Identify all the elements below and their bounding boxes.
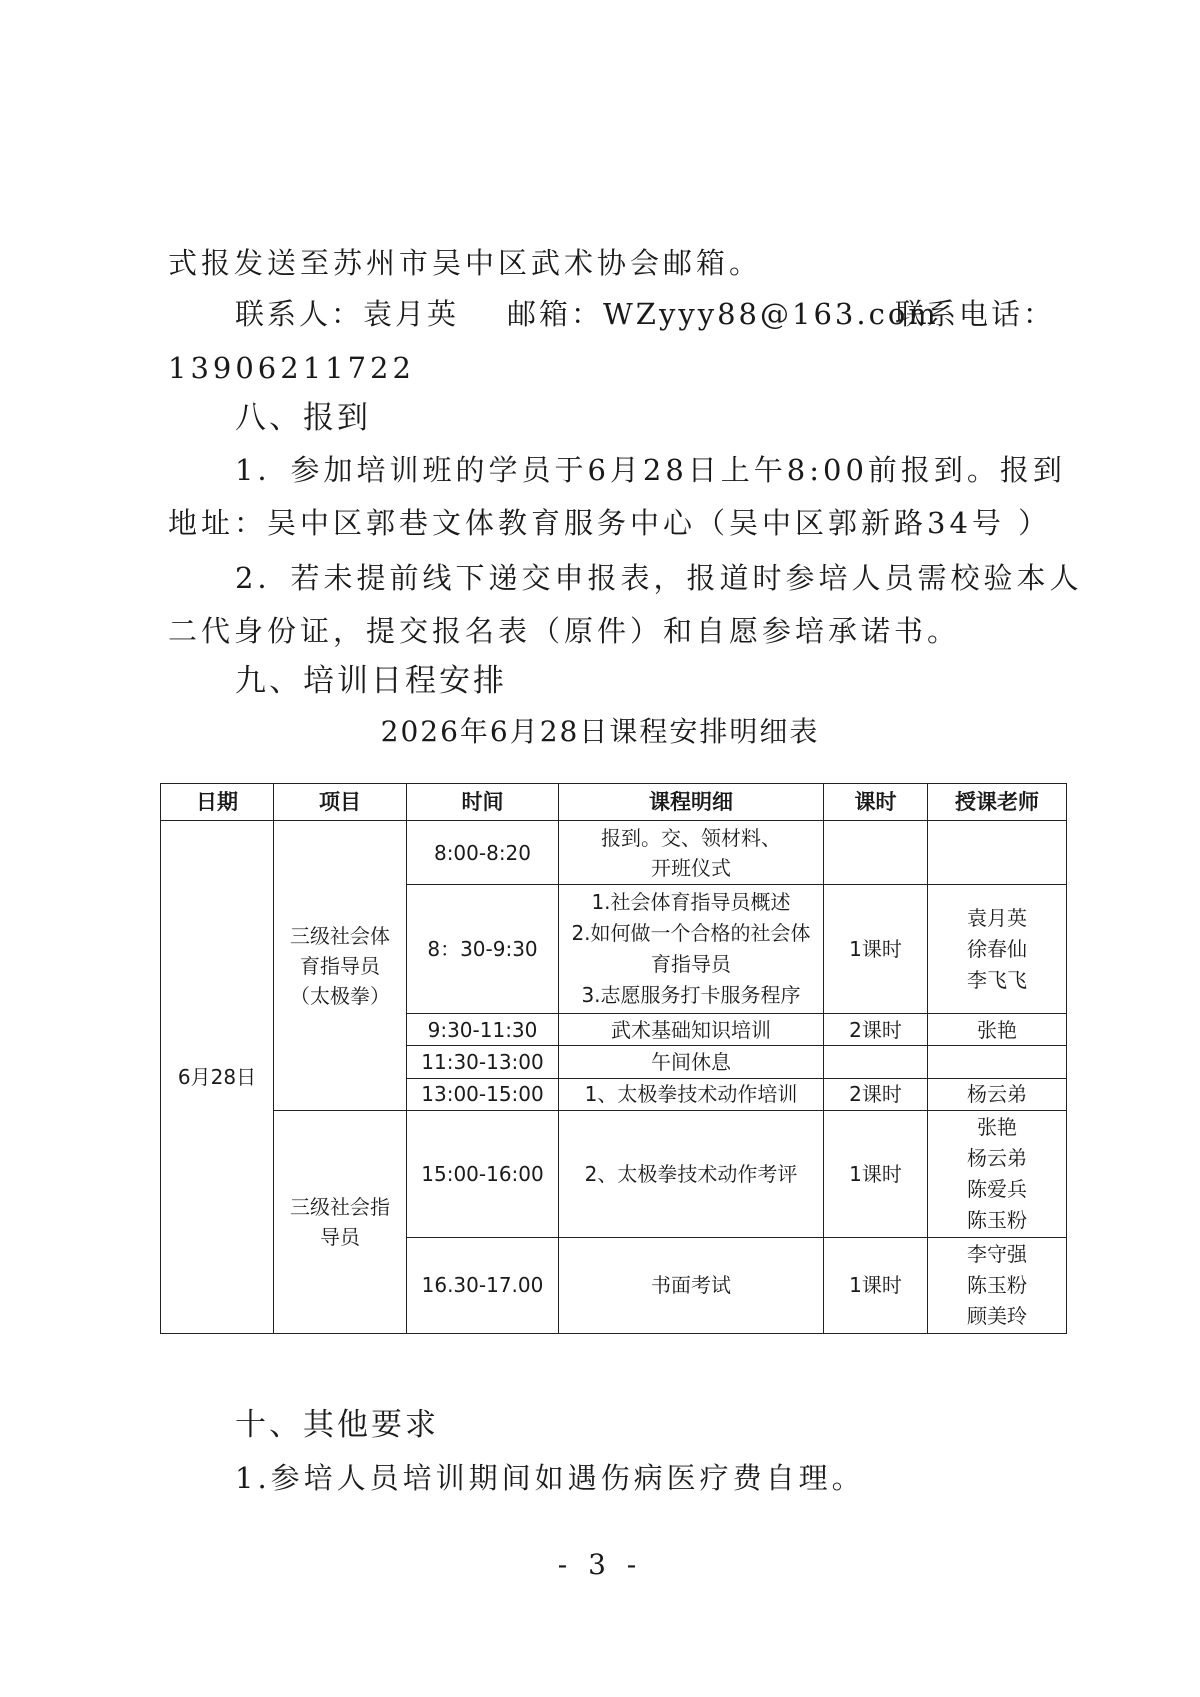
teacher-name: 张艳 bbox=[977, 1114, 1017, 1139]
teacher-name: 徐春仙 bbox=[967, 936, 1027, 961]
teacher-cell bbox=[928, 1237, 1067, 1333]
header-cell: 日期 bbox=[161, 784, 274, 821]
hours-cell: 2课时 bbox=[824, 1078, 928, 1110]
course-cell bbox=[559, 885, 824, 1014]
contact-person: 联系人：袁月英 bbox=[235, 297, 460, 331]
table-header-row bbox=[161, 784, 1067, 821]
section-heading-8: 八、报到 bbox=[235, 400, 371, 436]
course-cell: 1、太极拳技术动作培训 bbox=[559, 1078, 824, 1110]
time-cell: 8：30-9:30 bbox=[407, 885, 559, 1014]
project-cell: 三级社会体育指导员（太极拳） bbox=[274, 821, 407, 1111]
contact-line bbox=[235, 292, 1065, 332]
time-cell: 15:00-16:00 bbox=[407, 1111, 559, 1238]
header-cell: 项目 bbox=[274, 784, 407, 821]
contact-phone-label: 联系电话： bbox=[895, 297, 1056, 331]
teacher-name: 李飞飞 bbox=[967, 967, 1027, 992]
teacher-name: 杨云弟 bbox=[967, 1145, 1027, 1170]
section-heading-9: 九、培训日程安排 bbox=[235, 663, 507, 699]
hours-cell: 1课时 bbox=[824, 1111, 928, 1238]
teacher-cell: 杨云弟 bbox=[928, 1078, 1067, 1110]
course-item: 1.社会体育指导员概述 bbox=[591, 890, 791, 915]
course-cell: 午间休息 bbox=[559, 1046, 824, 1078]
table-row bbox=[161, 1111, 1067, 1238]
course-cell: 报到。交、领材料、开班仪式 bbox=[559, 821, 824, 885]
header-cell: 授课老师 bbox=[928, 784, 1067, 821]
section-heading-10: 十、其他要求 bbox=[235, 1407, 439, 1443]
schedule-table bbox=[160, 783, 1067, 1334]
hours-cell: 1课时 bbox=[824, 1237, 928, 1333]
course-cell: 武术基础知识培训 bbox=[559, 1013, 824, 1045]
body-text-line: 式报发送至苏州市吴中区武术协会邮箱。 bbox=[168, 246, 763, 280]
teacher-cell: 张艳 bbox=[928, 1013, 1067, 1045]
time-cell: 11:30-13:00 bbox=[407, 1046, 559, 1078]
teacher-name: 陈爱兵 bbox=[967, 1176, 1027, 1201]
teacher-name: 陈玉粉 bbox=[967, 1272, 1027, 1297]
teacher-name: 袁月英 bbox=[967, 905, 1027, 930]
contact-phone: 13906211722 bbox=[168, 351, 415, 385]
paragraph-line: 二代身份证，提交报名表（原件）和自愿参培承诺书。 bbox=[168, 614, 961, 648]
course-item: 3.志愿服务打卡服务程序 bbox=[581, 983, 801, 1008]
teacher-cell bbox=[928, 821, 1067, 885]
header-cell: 课程明细 bbox=[559, 784, 824, 821]
header-cell: 课时 bbox=[824, 784, 928, 821]
project-cell: 三级社会指导员 bbox=[274, 1111, 407, 1334]
teacher-cell bbox=[928, 1111, 1067, 1238]
paragraph-line: 地址：吴中区郭巷文体教育服务中心（吴中区郭新路34号 ） bbox=[168, 506, 1052, 540]
teacher-cell bbox=[928, 1046, 1067, 1078]
table-title: 2026年6月28日课程安排明细表 bbox=[380, 715, 820, 748]
time-cell: 13:00-15:00 bbox=[407, 1078, 559, 1110]
course-cell: 2、太极拳技术动作考评 bbox=[559, 1111, 824, 1238]
hours-cell bbox=[824, 821, 928, 885]
paragraph-line: 1.参培人员培训期间如遇伤病医疗费自理。 bbox=[235, 1461, 865, 1495]
date-cell: 6月28日 bbox=[161, 821, 274, 1334]
time-cell: 9:30-11:30 bbox=[407, 1013, 559, 1045]
teacher-name: 陈玉粉 bbox=[967, 1207, 1027, 1232]
time-cell: 8:00-8:20 bbox=[407, 821, 559, 885]
course-item: 2.如何做一个合格的社会体育指导员 bbox=[571, 921, 811, 977]
course-cell: 书面考试 bbox=[559, 1237, 824, 1333]
paragraph-line: 2．若未提前线下递交申报表，报道时参培人员需校验本人 bbox=[235, 561, 1083, 595]
contact-email: 邮箱：WZyyy88@163.com bbox=[507, 297, 939, 331]
hours-cell: 1课时 bbox=[824, 885, 928, 1014]
header-cell: 时间 bbox=[407, 784, 559, 821]
table-row bbox=[161, 821, 1067, 885]
hours-cell: 2课时 bbox=[824, 1013, 928, 1045]
teacher-name: 李守强 bbox=[967, 1241, 1027, 1266]
page-number: - 3 - bbox=[557, 1548, 643, 1581]
teacher-cell bbox=[928, 885, 1067, 1014]
hours-cell bbox=[824, 1046, 928, 1078]
paragraph-line: 1．参加培训班的学员于6月28日上午8:00前报到。报到 bbox=[235, 453, 1066, 487]
time-cell: 16.30-17.00 bbox=[407, 1237, 559, 1333]
teacher-name: 顾美玲 bbox=[967, 1303, 1027, 1328]
